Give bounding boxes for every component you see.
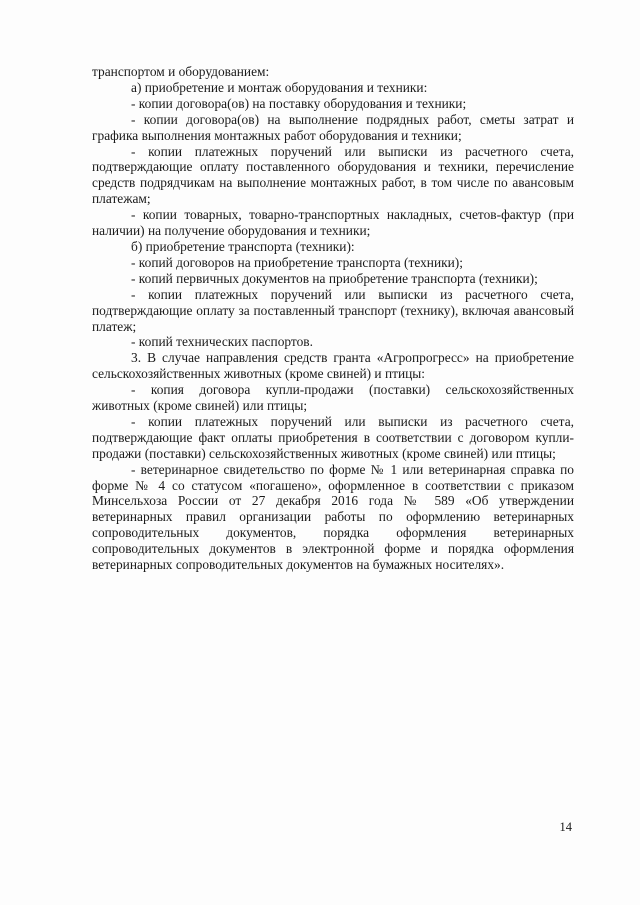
paragraph: - копий первичных документов на приобретение транспорта (техники); (131, 270, 538, 286)
paragraph: - копий договоров на приобретение транспорта (техники); (131, 254, 463, 270)
document-body (92, 64, 574, 573)
paragraph: транспортом и оборудованием: (92, 64, 270, 79)
paragraph: 3. В случае направления средств гранта «Агропрогресс» на приобретение сельскохозяйственных животных (кроме свиней) и птицы: (92, 350, 574, 382)
paragraph: - копия договора купли-продажи (поставки) сельскохозяйственных животных (кроме свиней) или птицы; (92, 382, 574, 414)
paragraph: - копии договора(ов) на поставку оборудования и техники; (131, 95, 467, 111)
paragraph: - копии платежных поручений или выписки из расчетного счета, подтверждающие оплату за поставленный транспорт (технику), включая авансовый платеж; (92, 286, 574, 334)
paragraph: - копии платежных поручений или выписки из расчетного счета, подтверждающие оплату поставленного оборудования и техники, перечисление средств подрядчикам на выполнение монтажных работ, в том числе по авансовым платежам; (92, 143, 574, 207)
paragraph: - копии товарных, товарно-транспортных накладных, счетов-фактур (при наличии) на получение оборудования и техники; (92, 207, 574, 239)
paragraph: б) приобретение транспорта (техники): (131, 238, 355, 254)
paragraph: - ветеринарное свидетельство по форме № 1 или ветеринарная справка по форме № 4 со статусом «погашено», оформленное в соответствии с приказом Минсельхоза России от 27 декабря 2016 года № 589 «Об утверждении ветеринарных правил организации работы по оформлению ветеринарных сопроводительных документов, порядка оформления ветеринарных сопроводительных документов в электронной форме и порядка оформления ветеринарных сопроводительных документов на бумажных носителях». (92, 461, 574, 573)
paragraph: - копии платежных поручений или выписки из расчетного счета, подтверждающие факт оплаты приобретения в соответствии с договором купли-продажи (поставки) сельскохозяйственных животных (кроме свиней) или птицы; (92, 413, 574, 461)
paragraph: - копии договора(ов) на выполнение подрядных работ, сметы затрат и графика выполнения монтажных работ оборудования и техники; (92, 111, 574, 143)
page-number: 14 (559, 820, 572, 834)
paragraph: - копий технических паспортов. (131, 334, 313, 350)
paragraph: а) приобретение и монтаж оборудования и техники: (131, 79, 428, 95)
